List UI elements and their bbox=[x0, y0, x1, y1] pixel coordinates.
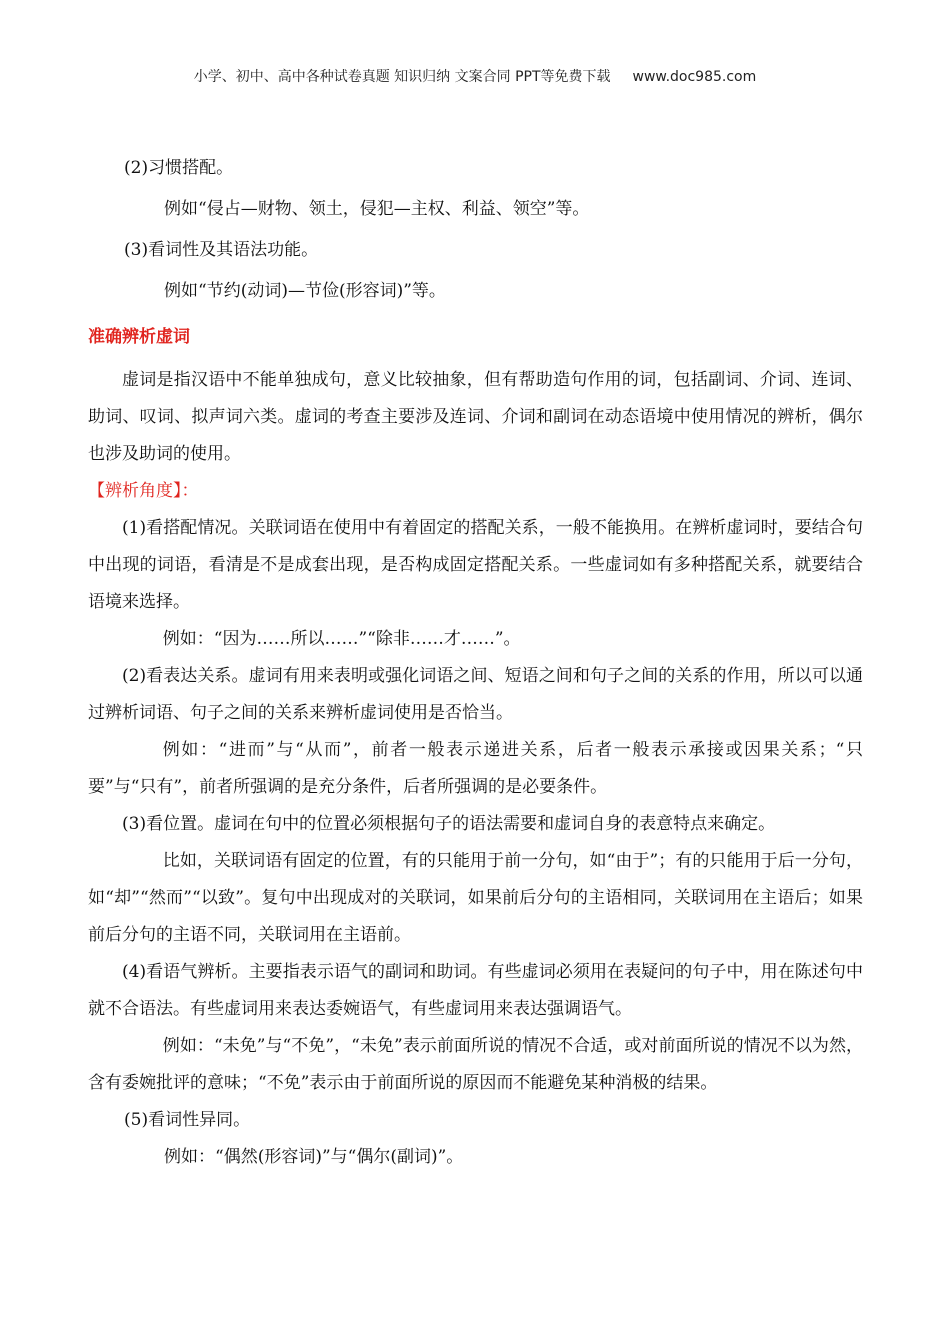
point-4-example: 例如：“未免”与“不免”，“未免”表示前面所说的情况不合适，或对前面所说的情况不以为然，含有委婉批评的意味；“不免”表示由于前面所说的原因而不能避免某种消极的结果。 bbox=[88, 1036, 863, 1093]
point-3-text: (3)看位置。虚词在句中的位置必须根据句子的语法需要和虚词自身的表意特点来确定。 bbox=[122, 814, 776, 834]
angle-title: 【辨析角度】： bbox=[88, 481, 199, 501]
point-2-text: (2)看表达关系。虚词有用来表明或强化词语之间、短语之间和句子之间的关系的作用，所以可以通过辨析词语、句子之间的关系来辨析虚词使用是否恰当。 bbox=[88, 666, 863, 723]
point-3-example: 比如，关联词语有固定的位置，有的只能用于前一分句，如“由于”；有的只能用于后一分句，如“却”“然而”“以致”。复句中出现成对的关联词，如果前后分句的主语相同，关联词用在主语后；如果前后分句的主语不同，关联词用在主语前。 bbox=[88, 851, 863, 945]
header-text: 小学、初中、高中各种试卷真题 知识归纳 文案合同 PPT等免费下载 bbox=[193, 69, 611, 85]
item-2-heading: (2)习惯搭配。 bbox=[124, 158, 234, 178]
document-body bbox=[88, 150, 863, 1176]
item-5-example: 例如：“偶然(形容词)”与“偶尔(副词)”。 bbox=[164, 1147, 464, 1167]
item-3-heading: (3)看词性及其语法功能。 bbox=[124, 240, 319, 260]
item-2-example: 例如“侵占—财物、领土，侵犯—主权、利益、领空”等。 bbox=[164, 199, 590, 219]
section-intro: 虚词是指汉语中不能单独成句，意义比较抽象，但有帮助造句作用的词，包括副词、介词、连词、助词、叹词、拟声词六类。虚词的考查主要涉及连词、介词和副词在动态语境中使用情况的辨析，偶尔也涉及助词的使用。 bbox=[88, 370, 863, 464]
section-title: 准确辨析虚词 bbox=[88, 327, 190, 347]
item-3-example: 例如“节约(动词)—节俭(形容词)”等。 bbox=[164, 281, 446, 301]
point-1-example: 例如：“因为……所以……”“除非……才……”。 bbox=[162, 629, 521, 649]
point-2-example: 例如：“进而”与“从而”，前者一般表示递进关系，后者一般表示承接或因果关系；“只要”与“只有”，前者所强调的是充分条件，后者所强调的是必要条件。 bbox=[88, 740, 863, 797]
header-site-link[interactable]: www.doc985.com bbox=[632, 69, 757, 85]
point-4-text: (4)看语气辨析。主要指表示语气的副词和助词。有些虚词必须用在表疑问的句子中，用在陈述句中就不合语法。有些虚词用来表达委婉语气，有些虚词用来表达强调语气。 bbox=[88, 962, 863, 1019]
point-1-text: (1)看搭配情况。关联词语在使用中有着固定的搭配关系，一般不能换用。在辨析虚词时，要结合句中出现的词语，看清是不是成套出现，是否构成固定搭配关系。一些虚词如有多种搭配关系，就要结合语境来选择。 bbox=[88, 518, 863, 612]
page-header bbox=[0, 66, 950, 86]
item-5-heading: (5)看词性异同。 bbox=[124, 1110, 251, 1130]
